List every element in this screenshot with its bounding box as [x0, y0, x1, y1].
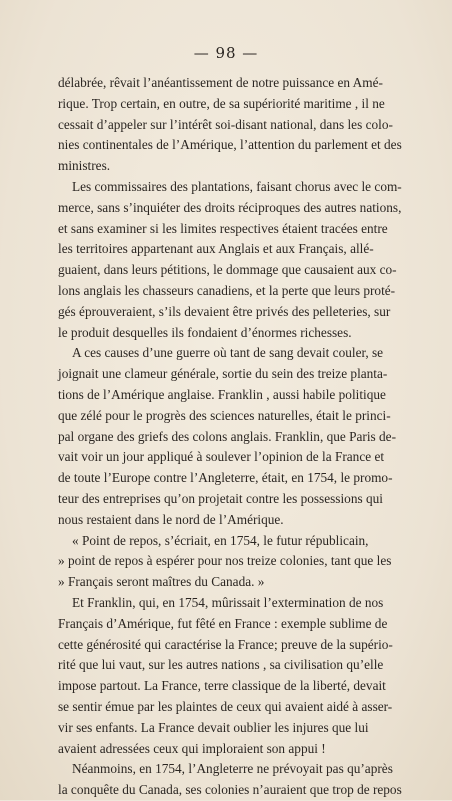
body-text	[58, 73, 403, 801]
text-line: merce, sans s’inquiéter des droits réciproques des autres nations,	[58, 199, 402, 215]
text-line: impose partout. La France, terre classique de la liberté, devait	[58, 678, 386, 694]
text-line: Néanmoins, en 1754, l’Angleterre ne prévoyait pas qu’après	[72, 761, 393, 777]
text-line: guaient, dans leurs pétitions, le dommage que causaient aux co-	[58, 262, 397, 278]
text-line: cessait d’appeler sur l’intérêt soi-disant national, dans les colo-	[58, 116, 393, 132]
text-line: Et Franklin, qui, en 1754, mûrissait l’extermination de nos	[72, 594, 384, 610]
text-line: A ces causes d’une guerre où tant de sang devait couler, se	[72, 345, 384, 361]
text-line: pal organe des griefs des colons anglais. Franklin, que Paris de-	[58, 428, 397, 444]
text-line: ministres.	[58, 158, 111, 174]
text-line: les territoires appartenant aux Anglais et aux Français, allé-	[58, 241, 374, 257]
text-line: tions de l’Amérique anglaise. Franklin , aussi habile politique	[58, 386, 386, 402]
text-line: gés éprouveraient, s’ils devaient être privés des pelleteries, sur	[58, 303, 391, 319]
text-line: se sentir émue par les plaintes de ceux qui avaient aidé à asser-	[58, 698, 393, 714]
text-line: délabrée, rêvait l’anéantissement de notre puissance en Amé-	[58, 75, 383, 90]
text-line: nies continentales de l’Amérique, l’attention du parlement et des	[58, 137, 402, 153]
text-line: que zélé pour le progrès des sciences naturelles, était le princi-	[58, 407, 391, 423]
text-line: vait voir un jour appliqué à soulever l’opinion de la France et	[58, 449, 385, 465]
text-line: teur des entreprises qu’on projetait contre les possessions qui	[58, 490, 383, 506]
text-line: « Point de repos, s’écriait, en 1754, le futur républicain,	[72, 532, 369, 548]
text-line: rique. Trop certain, en outre, de sa supériorité maritime , il ne	[58, 95, 385, 111]
text-line: » Français seront maîtres du Canada. »	[58, 574, 265, 590]
text-line: cette générosité qui caractérise la France; preuve de la supério-	[58, 636, 393, 652]
text-line: rité que lui vaut, sur les autres nations , sa civilisation qu’elle	[58, 657, 384, 673]
text-line: lons anglais les chasseurs canadiens, et la perte que leurs proté-	[58, 282, 396, 298]
text-line: nous restaient dans le nord de l’Amérique.	[58, 511, 284, 527]
text-line: Les commissaires des plantations, faisant chorus avec le com-	[72, 178, 402, 194]
text-line: et sans examiner si les limites respectives étaient tracées entre	[58, 220, 388, 236]
text-line: Français d’Amérique, fut fêté en France : exemple sublime de	[58, 615, 388, 631]
page-number: — 98 —	[193, 44, 259, 62]
text-line: joignait une clameur générale, sortie du sein des treize planta-	[58, 366, 388, 382]
text-line: la conquête du Canada, ses colonies n’auraient que trop de repos	[58, 782, 402, 798]
text-line: » point de repos à espérer pour nos treize colonies, tant que les	[58, 553, 392, 569]
text-line: vir ses enfants. La France devait oublier les injures que lui	[58, 719, 369, 735]
text-line: le produit desquelles ils fondaient d’énormes richesses.	[58, 324, 352, 340]
text-line: de toute l’Europe contre l’Angleterre, était, en 1754, le promo-	[58, 470, 393, 486]
text-line: avaient adressées ceux qui imploraient son appui !	[58, 740, 326, 756]
